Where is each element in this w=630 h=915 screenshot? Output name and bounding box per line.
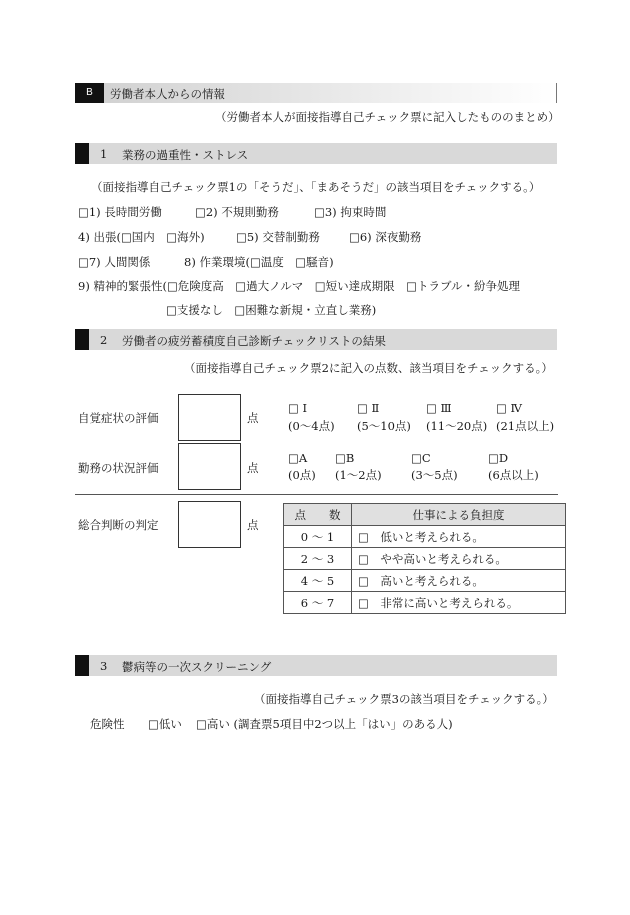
table-row-desc[interactable]: □ やや高いと考えられる。 (352, 548, 566, 570)
subjective-symptom-score-box[interactable] (178, 394, 241, 441)
section-3-marker (75, 655, 89, 676)
table-row (284, 570, 566, 592)
work-status-option-b[interactable]: □B (335, 451, 355, 465)
section-1-number: 1 (100, 147, 108, 161)
table-row-desc[interactable]: □ 高いと考えられる。 (352, 570, 566, 592)
item-night-work[interactable]: □6) 深夜勤務 (349, 230, 422, 244)
overall-judgment-label: 総合判断の判定 (78, 518, 159, 532)
item-mental-tension[interactable]: 9) 精神的緊張性(□危険度高 □過大ノルマ □短い達成期限 □トラブル・紛争処理 (78, 279, 520, 293)
risk-label: 危険性 (90, 717, 125, 731)
item-work-environment[interactable]: 8) 作業環境(□温度 □騒音) (184, 255, 334, 269)
section-1-note: （面接指導自己チェック票1の「そうだ」、「まあそうだ」の該当項目をチェックする。） (91, 180, 541, 194)
symptom-range-1: (0〜4点) (288, 419, 335, 433)
work-status-range-d: (6点以上) (488, 468, 539, 482)
table-row (284, 592, 566, 614)
section-b-note: （労働者本人が面接指導自己チェック票に記入したもののまとめ） (215, 110, 560, 124)
symptom-option-1[interactable]: □ Ⅰ (288, 401, 308, 415)
overall-judgment-unit: 点 (247, 518, 259, 532)
table-row-desc[interactable]: □ 非常に高いと考えられる。 (352, 592, 566, 614)
symptom-range-3: (11〜20点) (426, 419, 488, 433)
symptom-option-4[interactable]: □ Ⅳ (496, 401, 523, 415)
work-status-range-b: (1〜2点) (335, 468, 382, 482)
item-relationships[interactable]: □7) 人間関係 (78, 255, 151, 269)
work-status-score-box[interactable] (178, 443, 241, 490)
table-row-points: 4 〜 5 (284, 570, 352, 592)
symptom-range-4: (21点以上) (496, 419, 555, 433)
section-1-marker (75, 143, 89, 164)
workload-table (283, 503, 566, 614)
section-1-title: 業務の過重性・ストレス (122, 148, 249, 162)
item-irregular-work[interactable]: □2) 不規則勤務 (195, 205, 279, 219)
table-row (284, 548, 566, 570)
table-row (284, 526, 566, 548)
section-3-title: 鬱病等の一次スクリーニング (122, 660, 272, 674)
overall-judgment-score-box[interactable] (178, 501, 241, 548)
section-2-marker (75, 329, 89, 350)
work-status-range-a: (0点) (288, 468, 316, 482)
section-3-note: （面接指導自己チェック票3の該当項目をチェックする。） (254, 692, 554, 706)
section-2-note: （面接指導自己チェック票2に記入の点数、該当項目をチェックする。） (184, 361, 553, 375)
work-status-option-c[interactable]: □C (411, 451, 431, 465)
table-row-points: 6 〜 7 (284, 592, 352, 614)
subjective-symptom-unit: 点 (247, 411, 259, 425)
item-long-hours[interactable]: □1) 長時間労働 (78, 205, 162, 219)
item-shift-work[interactable]: □5) 交替制勤務 (236, 230, 320, 244)
symptom-option-3[interactable]: □ Ⅲ (426, 401, 452, 415)
section-b-title: 労働者本人からの情報 (110, 87, 225, 101)
item-business-trip[interactable]: 4) 出張(□国内 □海外) (78, 230, 205, 244)
symptom-option-2[interactable]: □ Ⅱ (357, 401, 380, 415)
section-2-number: 2 (100, 333, 108, 347)
risk-high-option[interactable]: □高い (調査票5項目中2つ以上「はい」のある人) (196, 717, 453, 731)
work-status-range-c: (3〜5点) (411, 468, 458, 482)
risk-low-option[interactable]: □低い (148, 717, 182, 731)
table-header-burden: 仕事による負担度 (352, 504, 566, 526)
table-row-points: 0 〜 1 (284, 526, 352, 548)
divider (75, 494, 558, 495)
table-row-points: 2 〜 3 (284, 548, 352, 570)
section-b-tag: B (75, 83, 104, 103)
work-status-label: 勤務の状況評価 (78, 461, 159, 475)
work-status-option-d[interactable]: □D (488, 451, 509, 465)
subjective-symptom-label: 自覚症状の評価 (78, 411, 159, 425)
section-2-title: 労働者の疲労蓄積度自己診断チェックリストの結果 (122, 334, 386, 348)
symptom-range-2: (5〜10点) (357, 419, 411, 433)
work-status-unit: 点 (247, 461, 259, 475)
table-header-points: 点 数 (284, 504, 352, 526)
item-restraint-time[interactable]: □3) 拘束時間 (314, 205, 387, 219)
table-row-desc[interactable]: □ 低いと考えられる。 (352, 526, 566, 548)
section-3-number: 3 (100, 659, 108, 673)
table-header-row (284, 504, 566, 526)
item-mental-tension-cont[interactable]: □支援なし □困難な新規・立直し業務) (166, 303, 377, 317)
work-status-option-a[interactable]: □A (288, 451, 308, 465)
